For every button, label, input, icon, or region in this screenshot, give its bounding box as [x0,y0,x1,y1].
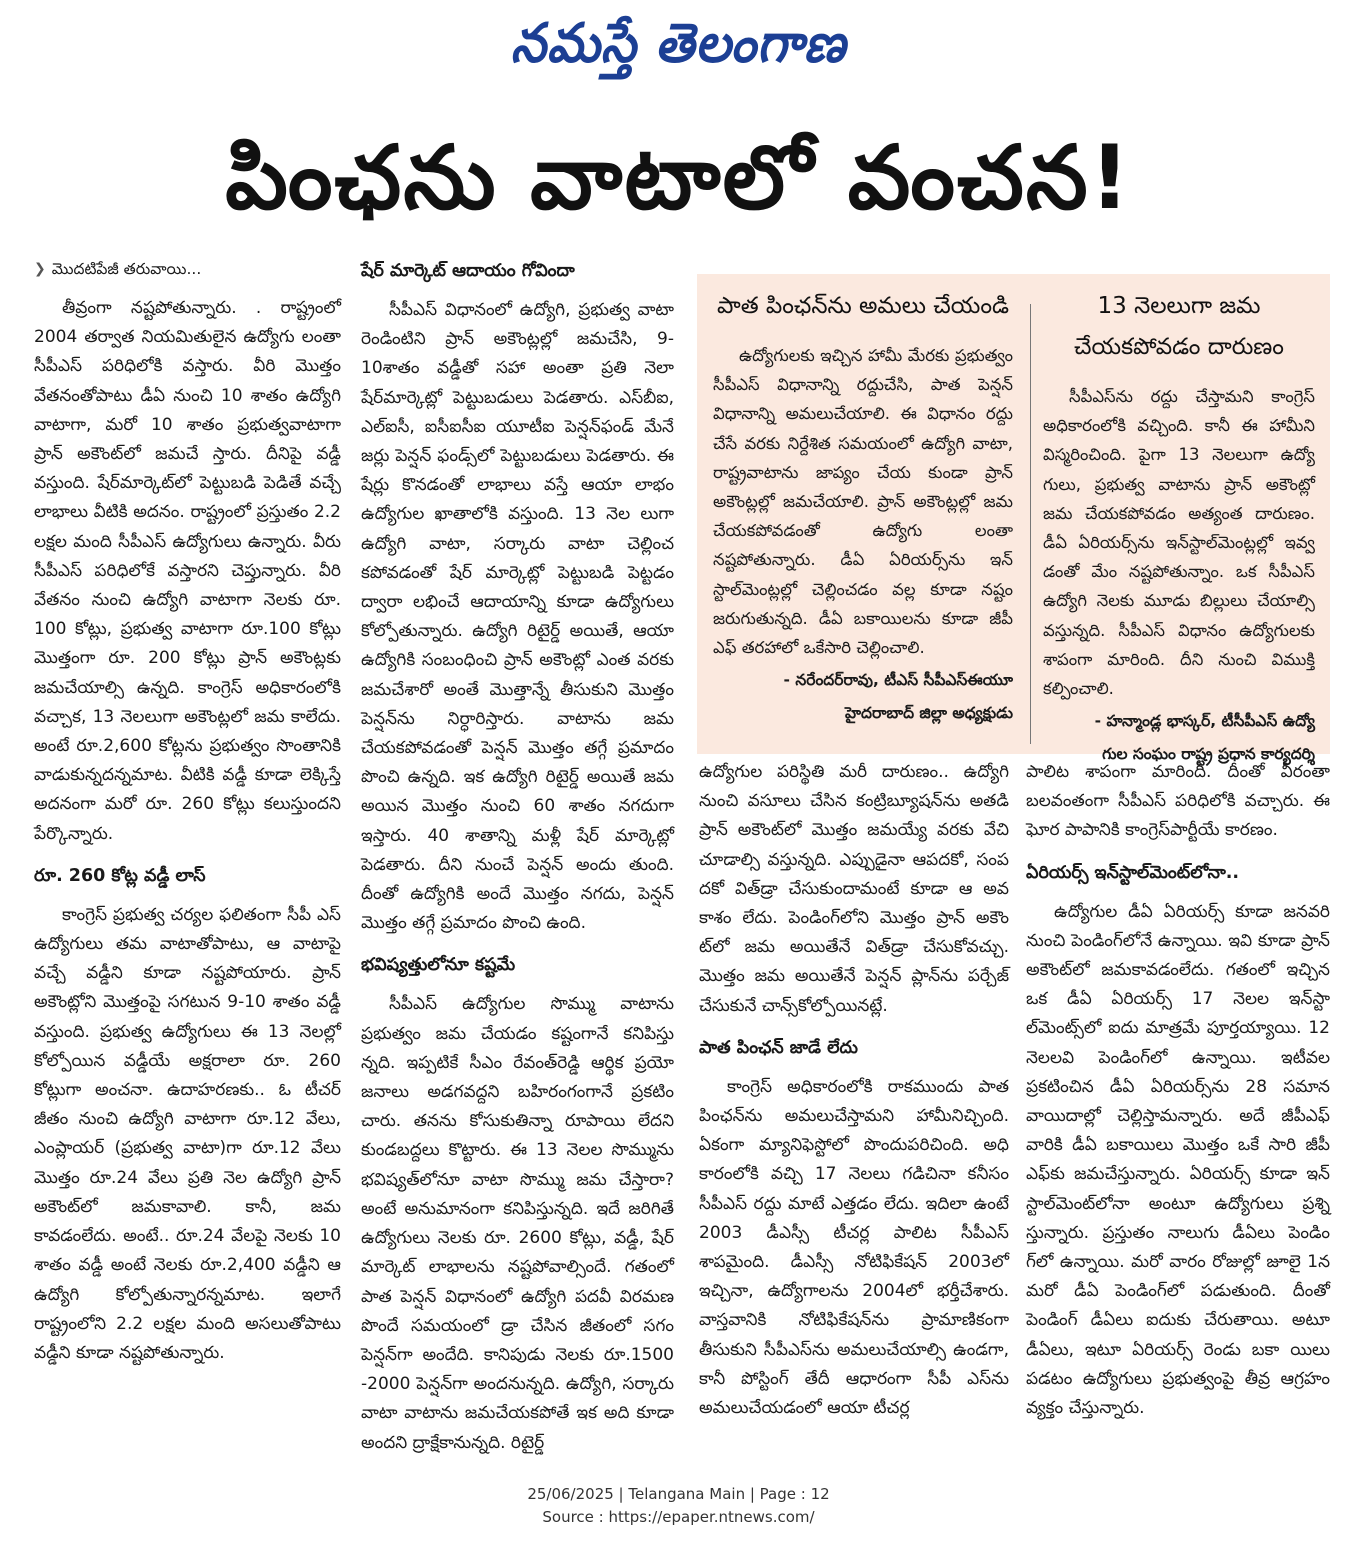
subheading: రూ. 260 కోట్ల వడ్డీ లాస్ [34,865,206,886]
paragraph: సీపీఎస్ ఉద్యోగుల సొమ్ము వాటాను ప్రభుత్వం జమ చేయడం కష్టంగానే కనిపిస్తు న్నది. ఇప్పటికే సీఎం రేవంత్‌రెడ్డి ఆర్థిక ప్రయో జనాలు అడగవద్దని బహిరంగంగానే ప్రకటిం చారు. తనను కోసుకుతిన్నా రూపాయి లేదని కుండబద్దలు కొట్టారు. ఈ 13 నెలల సొమ్మును భవిష్యత్‌లోనూ వాటా సొమ్ము జమ చేస్తారా? అంటే అనుమానంగా కనిపిస్తున్నది. ఇదే జరిగితే ఉద్యోగులు నెలకు రూ. 2600 కోట్లు, వడ్డీ, షేర్ మార్కెట్ లాభాలను నష్టపోవాల్సిందే. గతంలో పాత పెన్షన్ విధానంలో ఉద్యోగి పదవీ విరమణ పొందే సమయంలో డ్రా చేసిన జీతంలో సగం పెన్షన్‌గా అందేది. కానిపుడు నెలకు రూ.1500 -2000 పెన్షన్‌గా అందనున్నది. ఉద్యోగి, సర్కారు వాటా వాటాను జమచేయకపోతే ఇక అది కూడా అందని ద్రాక్షేకానున్నది. రిటైర్డ్ [361,994,674,1453]
masthead-logo: నమస్తే తెలంగాణ [510,10,847,75]
newspaper-masthead [0,4,1357,84]
subheading: ఏరియర్స్ ఇన్‌స్టాల్‌మెంట్‌లోనా.. [1026,862,1240,883]
article-column-1 [34,258,341,1368]
quote-byline: - హన్మాండ్ల భాస్కర్, టీసీపీఎస్ ఉద్యో [1094,712,1315,731]
article-column-4 [1026,758,1330,1423]
paragraph: సీపీఎస్ విధానంలో ఉద్యోగి, ప్రభుత్వ వాటా రెండింటిని ప్రాన్ అకౌంట్లల్లో జమచేసి, 9-10శాతం వడ్డీతో సహా అంతా ప్రతి నెలా షేర్‌మార్కెట్లో పెట్టుబడులు పెడతారు. ఎస్‌బీఐ, ఎల్ఐసీ, ఐసీఐసీఐ యూటీఐ పెన్షన్‌ఫండ్ మేనే జర్లు పెన్షన్ ఫండ్స్‌లో పెట్టుబడులు పెడతారు. ఈ షేర్లు కొనడంతో లాభాలు వస్తే ఆయా లాభం ఉద్యోగుల ఖాతాలోకి వస్తుంది. 13 నెల లుగా ఉద్యోగి వాటా, సర్కారు వాటా చెల్లించ కపోవడంతో షేర్ మార్కెట్లో పెట్టుబడి పెట్టడం ద్వారా లభించే ఆదాయాన్ని కూడా ఉద్యోగులు కోల్పోతున్నారు. ఉద్యోగి రిటైర్డ్ అయితే, ఆయా ఉద్యోగికి సంబంధించి ప్రాన్ అకౌంట్లో ఎంత వరకు జమచేశారో అంతే మొత్తాన్నే తీసుకుని మొత్తం పెన్షన్‌ను నిర్ధారిస్తారు. వాటాను జమ చేయకపోవడంతో పెన్షన్ మొత్తం తగ్గే ప్రమాదం పొంచి ఉన్నది. ఇక ఉద్యోగి రిటైర్డ్ అయితే జమ అయిన మొత్తం నుంచి 60 శాతం నగదుగా ఇస్తారు. 40 శాతాన్ని మళ్లీ షేర్ మార్కెట్లో పెడతారు. దీని నుంచే పెన్షన్ అందు తుంది. దీంతో ఉద్యోగికి అందే మొత్తం నగదు, పెన్షన్ మొత్తం తగ్గే ప్రమాదం పొంచి ఉంది. [361,300,674,934]
page-footer-source: Source : https://epaper.ntnews.com/ [542,1508,815,1526]
page-footer-date: 25/06/2025 | Telangana Main | Page : 12 [527,1485,830,1503]
quote-box-body: ఉద్యోగులకు ఇచ్చిన హామీ మేరకు ప్రభుత్వం సీపీఎస్ విధానాన్ని రద్దుచేసి, పాత పెన్షన్ విధానాన్ని అమలుచేయాలి. ఈ విధానం రద్దు చేసే వరకు నిర్దేశిత సమయంలో ఉద్యోగి వాటా, రాష్ట్రవాటాను జాప్యం చేయ కుండా ప్రాన్ అకౌంట్లల్లో జమచేయాలి. ప్రాన్ అకౌంట్లల్లో జమ చేయకపోవడంతో ఉద్యోగు లంతా నష్టపోతున్నారు. డీఏ ఏరియర్స్‌ను ఇన్ స్టాల్‌మెంట్లల్లో చెల్లించడం వల్ల కూడా నష్టం జరుగుతున్నది. డీఏ బకాయిలను కూడా జీపీ ఎఫ్ తరహాలో ఒకేసారి చెల్లించాలి. [713,346,1013,658]
continuation-label: మొదటిపేజీ తరువాయి... [51,260,202,278]
paragraph: పాలిట శాపంగా మారింది. దీంతో వీరంతా బలవంతంగా సీపీఎస్ పరిధిలోకి వచ్చారు. ఈ ఘోర పాపానికి కాంగ్రెస్‌పార్టీయే కారణం. [1026,762,1330,841]
quote-box-2 [1043,274,1315,769]
paragraph: కాంగ్రెస్ అధికారంలోకి రాకముందు పాత పింఛన్‌ను అమలుచేస్తామని హామీనిచ్చింది. ఏకంగా మ్యానిఫెస్టోలో పొందుపరిచింది. అధి కారంలోకి వచ్చి 17 నెలలు గడిచినా కనీసం సీపీఎస్ రద్దు మాటే ఎత్తడం లేదు. ఇదిలా ఉంటే 2003 డీఎస్సీ టీచర్ల పాలిట సీపీఎస్ శాపమైంది. డీఎస్సీ నోటిఫికేషన్ 2003లో ఇచ్చినా, ఉద్యోగాలను 2004లో భర్తీచేశారు. వాస్తవానికి నోటిఫికేషన్‌ను ప్రామాణికంగా తీసుకుని సీపీఎస్‌ను అమలుచేయాల్సి ఉండగా, కానీ పోస్టింగ్ తేదీ ఆధారంగా సీపీ ఎస్‌ను అమలుచేయడంలో ఆయా టీచర్ల [699,1076,1009,1419]
article-column-2 [361,258,674,1458]
quote-boxes [697,274,1330,764]
chevron-right-icon: ❯ [34,261,46,277]
headline-text: పింఛను వాటాలో వంచన! [225,126,1132,229]
continuation-tag [34,258,341,280]
article-column-3 [699,758,1009,1423]
quote-box-body: సీపీఎస్‌ను రద్దు చేస్తామని కాంగ్రెస్ అధికారంలోకి వచ్చింది. కానీ ఈ హామీని విస్మరించింది. పైగా 13 నెలలుగా ఉద్యో గులు, ప్రభుత్వ వాటాను ప్రాన్ అకౌంట్లో జమ చేయకపోవడం అత్యంత దారుణం. డీఏ ఏరియర్స్‌ను ఇన్‌స్టాల్‌మెంట్లల్లో ఇవ్వ డంతో మేం నష్టపోతున్నాం. ఒక సీపీఎస్ ఉద్యోగి నెలకు మూడు బిల్లులు చేయాల్సి వస్తున్నది. సీపీఎస్ విధానం ఉద్యోగులకు శాపంగా మారింది. దీని నుంచి విముక్తి కల్పించాలి. [1043,387,1315,699]
article-headline [0,108,1357,248]
column-divider [1030,304,1031,744]
paragraph: ఉద్యోగుల డీఏ ఏరియర్స్ కూడా జనవరి నుంచి పెండింగ్‌లోనే ఉన్నాయి. ఇవి కూడా ప్రాన్ అకౌంట్‌లో జమకావడంలేదు. గతంలో ఇచ్చిన ఒక డీఏ ఏరియర్స్ 17 నెలల ఇన్‌స్టా ల్‌మెంట్స్‌లో ఐదు మాత్రమే పూర్తయ్యాయి. 12 నెలలవి పెండింగ్‌లో ఉన్నాయి. ఇటీవల ప్రకటించిన డీఏ ఏరియర్స్‌ను 28 సమాన వాయిదాల్లో చెల్లిస్తామన్నారు. అదే జీపీఎఫ్ వారికి డీఏ బకాయిలు మొత్తం ఒకే సారి జీపీ ఎఫ్‌కు జమచేస్తున్నారు. ఏరియర్స్ కూడా ఇన్ స్టాల్‌మెంట్‌లోనా అంటూ ఉద్యోగులు ప్రశ్ని స్తున్నారు. ప్రస్తుతం నాలుగు డీఏలు పెండిం గ్‌లో ఉన్నాయి. మరో వారం రోజుల్లో జూలై 1న మరో డీఏ పెండింగ్‌లో పడుతుంది. దీంతో పెండింగ్ డీఏలు ఐదుకు చేరుతాయి. అటూ డీఏలు, ఇటూ ఏరియర్స్ రెండు బకా యిలు పడటం ఉద్యోగులు ప్రభుత్వంపై తీవ్ర ఆగ్రహం వ్యక్తం చేస్తున్నారు. [1026,901,1330,1419]
quote-byline-role: హైదరాబాద్ జిల్లా అధ్యక్షుడు [844,704,1013,723]
quote-box-title: 13 నెలలుగా జమ చేయకపోవడం దారుణం [1074,293,1284,360]
subheading: పాత పింఛన్ జాడే లేదు [699,1037,858,1058]
quote-box-title: పాత పింఛన్‌ను అమలు చేయండి [716,293,1010,319]
paragraph: తీవ్రంగా నష్టపోతున్నారు. . రాష్ట్రంలో 2004 తర్వాత నియమితులైన ఉద్యోగు లంతా సీపీఎస్ పరిధిలోకి వస్తారు. వీరి మొత్తం వేతనంతోపాటు డీఏ నుంచి 10 శాతం ఉద్యోగి వాటాగా, మరో 10 శాతం ప్రభుత్వవాటాగా ప్రాన్ అకౌంట్‌లో జమచే స్తారు. దీనిపై వడ్డీ వస్తుంది. షేర్‌మార్కెట్‌లో పెట్టుబడి పెడితే వచ్చే లాభాలు వీటికి అదనం. రాష్ట్రంలో ప్రస్తుతం 2.2 లక్షల మంది సీపీఎస్ ఉద్యోగులు ఉన్నారు. వీరు సీపీఎస్ పరిధిలోకే వస్తారని చెప్తున్నారు. వీరి వేతనం నుంచి ఉద్యోగి వాటాగా నెలకు రూ. 100 కోట్లు, ప్రభుత్వ వాటాగా రూ.100 కోట్లు మొత్తంగా రూ. 200 కోట్లు ప్రాన్ అకౌంట్లకు జమచేయాల్సి ఉన్నది. కాంగ్రెస్ అధికారంలోకి వచ్చాక, 13 నెలలుగా అకౌంట్లలో జమ కాలేదు. అంటే రూ.2,600 కోట్లను ప్రభుత్వం సొంతానికి వాడుకున్నదన్నమాట. వీటికి వడ్డీ కూడా లెక్కిస్తే అదనంగా మరో రూ. 260 కోట్లు కలుస్తుందని పేర్కొన్నారు. [34,298,341,844]
subheading: భవిష్యత్తులోనూ కష్టమే [361,955,516,976]
subheading: షేర్ మార్కెట్ ఆదాయం గోవిందా [361,261,575,281]
paragraph: ఉద్యోగుల పరిస్థితి మరీ దారుణం.. ఉద్యోగి నుంచి వసూలు చేసిన కంట్రిబ్యూషన్‌ను అతడి ప్రాన్ అకౌంట్‌లో మొత్తం జమయ్యే వరకు వేచి చూడాల్సి వస్తున్నది. ఎప్పుడైనా ఆపదకో, సంప దకో విత్‌డ్రా చేసుకుందామంటే కూడా ఆ అవ కాశం లేదు. పెండింగ్‌లోని మొత్తం ప్రాన్ అకౌం ట్‌లో జమ అయితేనే విత్‌డ్రా చేసుకోవచ్చు. మొత్తం జమ అయితేనే పెన్షన్ ప్లాన్‌ను పర్చేజ్ చేసుకునే చాన్స్‌కోల్పోయినట్లే. [699,762,1009,1016]
paragraph: కాంగ్రెస్ ప్రభుత్వ చర్యల ఫలితంగా సీపీ ఎస్ ఉద్యోగులు తమ వాటాతోపాటు, ఆ వాటాపై వచ్చే వడ్డీని కూడా నష్టపోయారు. ప్రాన్ అకౌంట్లోని మొత్తంపై సగటున 9-10 శాతం వడ్డీ వస్తుంది. ప్రభుత్వ ఉద్యోగులు ఈ 13 నెలల్లో కోల్పోయిన వడ్డీయే అక్షరాలా రూ. 260 కోట్లుగా అంచనా. ఉదాహరణకు.. ఓ టీచర్ జీతం నుంచి ఉద్యోగి వాటాగా రూ.12 వేలు, ఎంప్లాయర్ (ప్రభుత్వ వాటా)గా రూ.12 వేలు మొత్తం రూ.24 వేలు ప్రతి నెల ఉద్యోగి ప్రాన్ అకౌంట్‌లో జమకావాలి. కానీ, జమ కావడంలేదు. అంటే.. రూ.24 వేలపై నెలకు 10 శాతం వడ్డీ అంటే నెలకు రూ.2,400 వడ్డీని ఆ ఉద్యోగి కోల్పోతున్నారన్నమాట. ఇలాగే రాష్ట్రంలోని 2.2 లక్షల మంది అసలుతోపాటు వడ్డీని కూడా నష్టపోతున్నారు. [34,904,341,1363]
quote-byline: - నరేందర్‌రావు, టీఎస్ సీపీఎస్ఈయూ [783,671,1013,690]
quote-box-1 [713,274,1013,728]
quote-byline-role: గుల సంఘం రాష్ట్ర ప్రధాన కార్యదర్శి [1102,745,1315,764]
